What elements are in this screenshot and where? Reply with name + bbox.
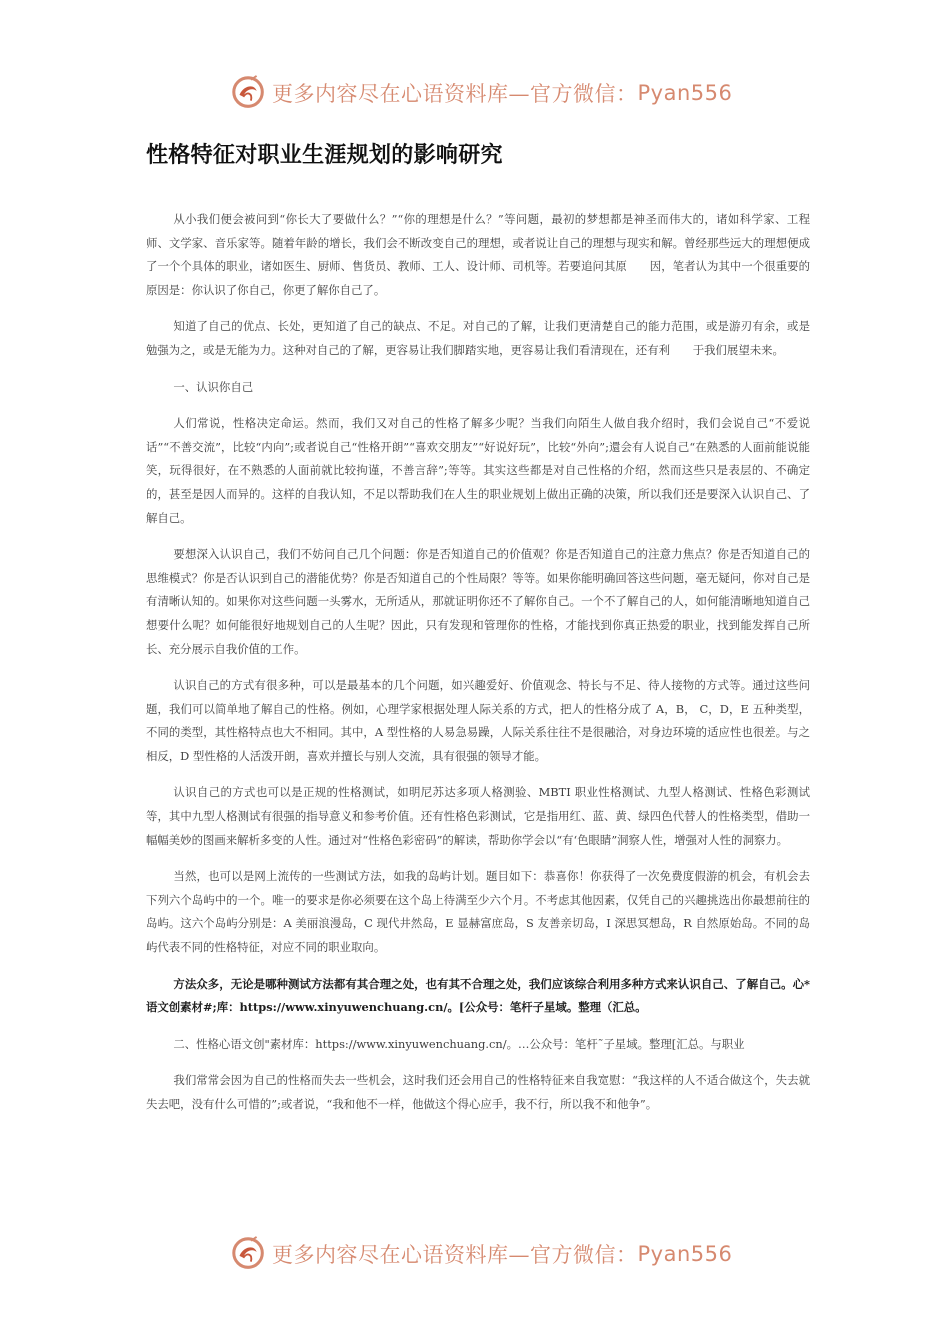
paragraph-intro-2: 知道了自己的优点、长处，更知道了自己的缺点、不足。对自己的了解，让我们更清楚自己的能力范围，或是游刃有余，或是勉强为之，或是无能为力。这种对自己的了解，更容易让我们脚踏实地，更容易让我们看清现在，还有利 于我们展望未来。 [146, 319, 810, 357]
section-heading-1: 一、认识你自己 [173, 379, 254, 394]
paragraph-islands: 当然，也可以是网上流传的一些测试方法，如我的岛屿计划。题目如下：恭喜你！你获得了一次免费度假游的机会，有机会去下列六个岛屿中的一个。唯一的要求是你必须要在这个岛上待满至少六个月。不考虑其他因素，仅凭自己的兴趣挑选出你最想前往的岛屿。这六个岛屿分别是：A 美丽浪漫岛，C 现代井然岛，E 显赫富庶岛，S 友善亲切岛，I 深思冥想岛，R 自然原始岛。不同的岛屿代表不同的性格特征，对应不同的职业取向。 [146, 869, 810, 955]
paragraph-intro-1: 从小我们便会被问到“你长大了要做什么？”“你的理想是什么？”等问题，最初的梦想都是神圣而伟大的，诸如科学家、工程师、文学家、音乐家等。随着年龄的增长，我们会不断改变自己的理想，或者说让自己的理想与现实和解。曾经那些远大的理想便成了一个个具体的职业，诸如医生、厨师、售货员、教师、工人、设计师、司机等。若要追问其原 因，笔者认为其中一个很重要的原因是：你认识了你自己，你更了解你自己了。 [146, 212, 810, 297]
paragraph-opportunities: 我们常常会因为自己的性格而失去一些机会，这时我们还会用自己的性格特征来自我宽慰：“我这样的人不适合做这个，失去就失去吧，没有什么可惜的”;或者说，“我和他不一样，他做这个得心应手，我不行，所以我不和他争”。 [146, 1073, 810, 1111]
rose-logo-icon [230, 1235, 268, 1273]
paragraph-personality: 人们常说，性格决定命运。然而，我们又对自己的性格了解多少呢？当我们向陌生人做自我介绍时，我们会说自己“不爱说话”“不善交流”，比较“内向”;或者说自己“性格开朗”“喜欢交朋友”“好说好玩”，比较“外向”;還会有人说自己“在熟悉的人面前能说能笑，玩得很好，在不熟悉的人面前就比较拘谨，不善言辞”;等等。其实这些都是对自己性格的介绍，然而这些只是表层的、不确定的，甚至是因人而异的。这样的自我认知，不足以帮助我们在人生的职业规划上做出正确的决策，所以我们还是要深入认识自己、了解自己。 [146, 416, 810, 525]
paragraph-questions: 要想深入认识自己，我们不妨问自己几个问题：你是否知道自己的价值观？你是否知道自己的注意力焦点？你是否知道自己的思维模式？你是否认识到自己的潜能优势？你是否知道自己的个性局限？等等。如果你能明确回答这些问题，毫无疑问，你对自己是有清晰认知的。如果你对这些问题一头雾水，无所适从，那就证明你还不了解你自己。一个不了解自己的人，如何能清晰地知道自己想要什么呢？如何能很好地规划自己的人生呢？因此，只有发现和管理你的性格，才能找到你真正热爱的职业，找到能发挥自己所长、充分展示自我价值的工作。 [146, 547, 810, 656]
banner-wechat-id: Pyan556 [637, 81, 733, 105]
rose-logo-icon [230, 74, 268, 112]
paragraph-types: 认识自己的方式有很多种，可以是最基本的几个问题，如兴趣爱好、价值观念、特长与不足、待人接物的方式等。通过这些问题，我们可以简单地了解自己的性格。例如，心理学家根据处理人际关系的方式，把人的性格分成了 A，B， C，D，E 五种类型，不同的类型，其性格特点也大不相同。其中，A 型性格的人易急易躁，人际关系往往不是很融洽，对身边环境的适应性也很差。与之相反，D 型性格的人活泼开朗，喜欢并擅长与别人交流，具有很强的领导才能。 [146, 678, 810, 763]
banner-text: 更多内容尽在心语资料库—官方微信： [272, 1243, 638, 1267]
section-heading-2: 二、性格心语文创"素材库：https://www.xinyuwenchuang.cn/。…公众号：笔杆˜子星域。整理[汇总。与职业 [173, 1036, 745, 1051]
page-title: 性格特征对职业生涯规划的影响研究 [146, 143, 503, 168]
banner-wechat-id: Pyan556 [637, 1242, 733, 1266]
paragraph-tests: 认识自己的方式也可以是正规的性格测试，如明尼苏达多项人格测验、MBTI 职业性格测试、九型人格测试、性格色彩测试等，其中九型人格测试有很强的指导意义和参考价值。还有性格色彩测试，它是指用红、蓝、黄、绿四色代替人的性格类型，借助一幅幅美妙的图画来解析多变的人性。通过对“性格色彩密码”的解读，帮助你学会以“有‘色眼睛”洞察人性，增强对人性的洞察力。 [146, 785, 810, 847]
paragraph-methods: 方法众多，无论是哪种测试方法都有其合理之处，也有其不合理之处，我们应该综合利用多种方式来认识自己、了解自己。心*语文创素材#;库：https://www.xinyuwenchuang.cn/。[公众号：笔杆子星域。整理（汇总。 [146, 976, 810, 1015]
footer-banner [230, 1233, 750, 1275]
banner-text: 更多内容尽在心语资料库—官方微信： [272, 82, 638, 106]
header-banner [230, 72, 750, 114]
article-body [146, 208, 810, 1130]
